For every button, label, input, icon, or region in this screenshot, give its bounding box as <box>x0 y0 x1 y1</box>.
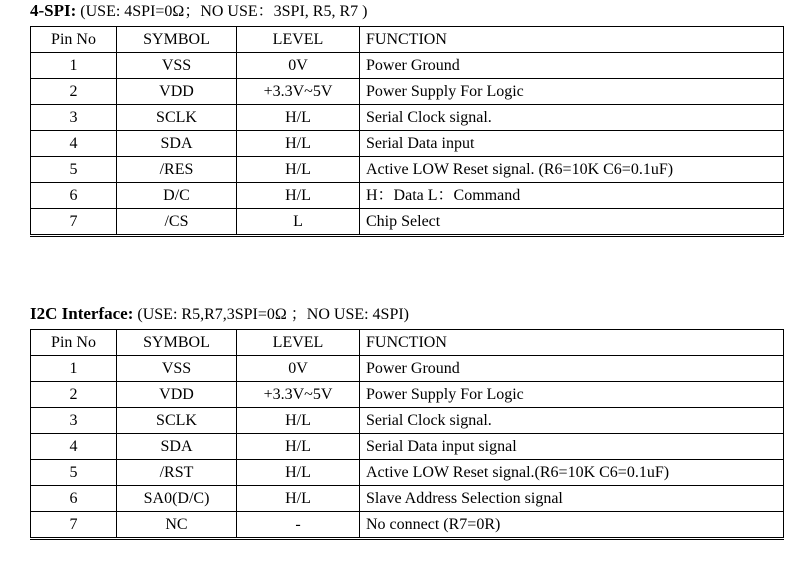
function-cell: Power Supply For Logic <box>360 79 784 105</box>
symbol-cell: VSS <box>117 53 237 79</box>
table-row <box>31 105 784 131</box>
level-cell: +3.3V~5V <box>237 382 360 408</box>
function-cell: Slave Address Selection signal <box>360 486 784 512</box>
level-cell: H/L <box>237 131 360 157</box>
level-cell: - <box>237 512 360 539</box>
level-cell: H/L <box>237 408 360 434</box>
pin-no-cell: 3 <box>31 105 117 131</box>
symbol-cell: /CS <box>117 209 237 236</box>
i2c-pin-table <box>30 329 784 540</box>
level-cell: H/L <box>237 434 360 460</box>
pin-no-cell: 1 <box>31 356 117 382</box>
spi-pin-table <box>30 26 784 237</box>
table-row <box>31 408 784 434</box>
function-cell: Power Ground <box>360 356 784 382</box>
header-function: FUNCTION <box>360 330 784 356</box>
table-row <box>31 486 784 512</box>
symbol-cell: /RST <box>117 460 237 486</box>
symbol-cell: SCLK <box>117 105 237 131</box>
level-cell: 0V <box>237 356 360 382</box>
table-row <box>31 157 784 183</box>
function-cell: Serial Clock signal. <box>360 408 784 434</box>
level-cell: H/L <box>237 183 360 209</box>
level-cell: +3.3V~5V <box>237 79 360 105</box>
table-header-row <box>31 27 784 53</box>
table-header-row <box>31 330 784 356</box>
function-cell: Power Ground <box>360 53 784 79</box>
function-cell: Active LOW Reset signal.(R6=10K C6=0.1uF) <box>360 460 784 486</box>
symbol-cell: D/C <box>117 183 237 209</box>
level-cell: H/L <box>237 157 360 183</box>
table-row <box>31 460 784 486</box>
symbol-cell: SDA <box>117 434 237 460</box>
pin-no-cell: 4 <box>31 131 117 157</box>
pin-no-cell: 3 <box>31 408 117 434</box>
header-level: LEVEL <box>237 27 360 53</box>
function-cell: H：Data L：Command <box>360 183 784 209</box>
symbol-cell: SA0(D/C) <box>117 486 237 512</box>
level-cell: H/L <box>237 486 360 512</box>
symbol-cell: VSS <box>117 356 237 382</box>
symbol-cell: /RES <box>117 157 237 183</box>
table-row <box>31 512 784 539</box>
pin-no-cell: 1 <box>31 53 117 79</box>
header-pin-no: Pin No <box>31 330 117 356</box>
table-row <box>31 183 784 209</box>
level-cell: 0V <box>237 53 360 79</box>
function-cell: Serial Clock signal. <box>360 105 784 131</box>
spi-heading-rest: (USE: 4SPI=0Ω；NO USE：3SPI, R5, R7 ) <box>76 3 368 20</box>
header-symbol: SYMBOL <box>117 330 237 356</box>
header-function: FUNCTION <box>360 27 784 53</box>
pin-no-cell: 6 <box>31 486 117 512</box>
pin-no-cell: 7 <box>31 512 117 539</box>
header-pin-no: Pin No <box>31 27 117 53</box>
pin-no-cell: 6 <box>31 183 117 209</box>
symbol-cell: SDA <box>117 131 237 157</box>
level-cell: H/L <box>237 460 360 486</box>
spi-heading <box>30 0 367 22</box>
pin-no-cell: 5 <box>31 460 117 486</box>
pin-no-cell: 2 <box>31 382 117 408</box>
symbol-cell: VDD <box>117 79 237 105</box>
table-row <box>31 131 784 157</box>
function-cell: Chip Select <box>360 209 784 236</box>
pin-no-cell: 4 <box>31 434 117 460</box>
header-level: LEVEL <box>237 330 360 356</box>
symbol-cell: SCLK <box>117 408 237 434</box>
function-cell: Serial Data input <box>360 131 784 157</box>
level-cell: L <box>237 209 360 236</box>
symbol-cell: VDD <box>117 382 237 408</box>
table-row <box>31 79 784 105</box>
symbol-cell: NC <box>117 512 237 539</box>
function-cell: Serial Data input signal <box>360 434 784 460</box>
function-cell: Active LOW Reset signal. (R6=10K C6=0.1uF) <box>360 157 784 183</box>
pin-no-cell: 5 <box>31 157 117 183</box>
table-row <box>31 434 784 460</box>
level-cell: H/L <box>237 105 360 131</box>
i2c-heading <box>30 303 409 325</box>
table-row <box>31 356 784 382</box>
table-row <box>31 53 784 79</box>
i2c-heading-rest: (USE: R5,R7,3SPI=0Ω ；NO USE: 4SPI) <box>133 306 410 323</box>
function-cell: No connect (R7=0R) <box>360 512 784 539</box>
table-row <box>31 382 784 408</box>
i2c-heading-bold: I2C Interface: <box>30 304 134 323</box>
function-cell: Power Supply For Logic <box>360 382 784 408</box>
spi-heading-bold: 4-SPI: <box>30 1 77 20</box>
pin-no-cell: 2 <box>31 79 117 105</box>
table-row <box>31 209 784 236</box>
pin-no-cell: 7 <box>31 209 117 236</box>
header-symbol: SYMBOL <box>117 27 237 53</box>
